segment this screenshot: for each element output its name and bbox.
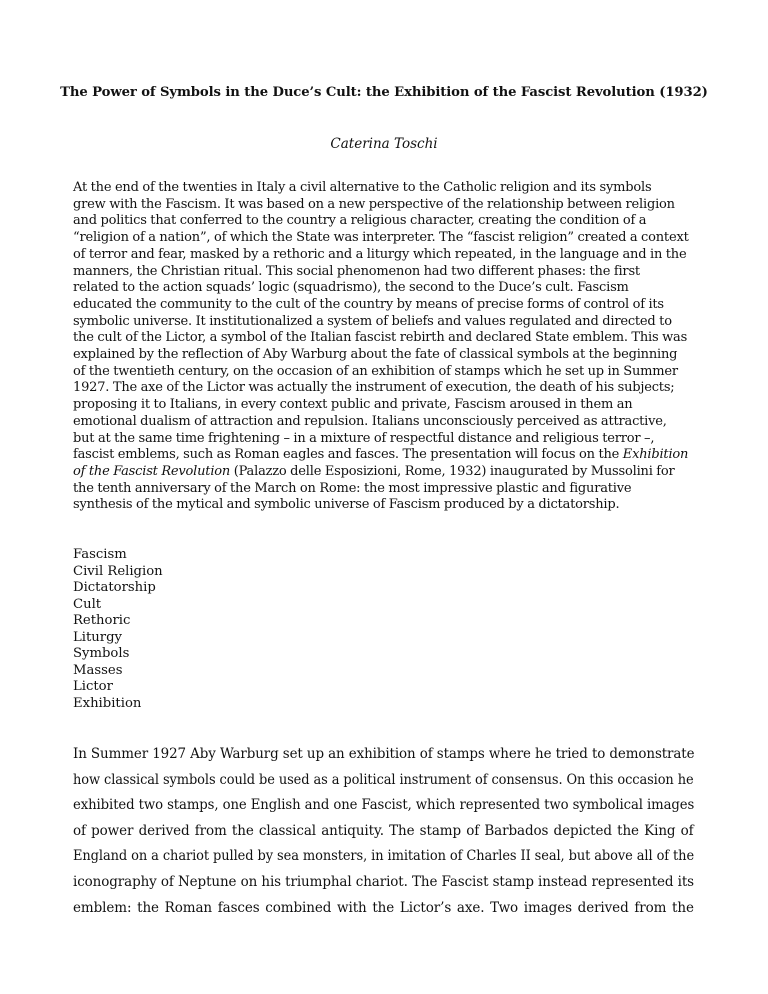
abstract-line: related to the action squads’ logic (squadrismo), the second to the Duce’s cult. Fascism bbox=[73, 280, 629, 296]
abstract-line: the tenth anniversary of the March on Rome: the most impressive plastic and figurative bbox=[73, 480, 632, 496]
keyword: Cult bbox=[73, 596, 102, 612]
abstract-line: proposing it to Italians, in every context public and private, Fascism aroused in them an bbox=[73, 397, 633, 413]
body-line-text: In Summer 1927 Aby Warburg set up an exhibition of stamps where he tried to demonstrate bbox=[73, 746, 695, 762]
body-line-text: exhibited two stamps, one English and one Fascist, which represented two symbolical images bbox=[73, 797, 695, 814]
body-text bbox=[73, 742, 694, 921]
abstract-line: educated the community to the cult of the country by means of precise forms of control of its bbox=[73, 296, 664, 312]
abstract-text: fascist emblems, such as Roman eagles and fasces. The presentation will focus on the bbox=[73, 447, 623, 463]
abstract-line: symbolic universe. It institutionalized a system of beliefs and values regulated and directed to bbox=[73, 313, 672, 329]
keyword: Rethoric bbox=[73, 613, 131, 628]
paper-title: The Power of Symbols in the Duce’s Cult: the Exhibition of the Fascist Revolution (1932) bbox=[60, 85, 708, 100]
body-line-text: iconography of Neptune on his triumphal chariot. The Fascist stamp instead represented its bbox=[73, 873, 694, 890]
body-line bbox=[73, 793, 694, 819]
body-line-text: emblem: the Roman fasces combined with the Lictor’s axe. Two images derived from the bbox=[73, 899, 694, 916]
body-line bbox=[73, 768, 694, 794]
abstract-line: but at the same time frightening – in a mixture of respectful distance and religious terror –, bbox=[73, 430, 655, 446]
abstract-line bbox=[73, 464, 713, 481]
abstract-line: grew with the Fascism. It was based on a new perspective of the relationship between religion bbox=[73, 196, 675, 212]
abstract-line: explained by the reflection of Aby Warburg about the fate of classical symbols at the beginning bbox=[73, 347, 678, 363]
body-line-text: how classical symbols could be used as a political instrument of consensus. On this occasion he bbox=[73, 771, 694, 788]
abstract bbox=[73, 180, 713, 514]
abstract-line: At the end of the twenties in Italy a civil alternative to the Catholic religion and its symbols bbox=[73, 180, 652, 195]
abstract-line: the cult of the Lictor, a symbol of the Italian fascist rebirth and declared State emblem. This was bbox=[73, 330, 688, 346]
keyword: Liturgy bbox=[73, 629, 122, 645]
keyword: Dictatorship bbox=[73, 580, 156, 595]
body-line bbox=[73, 819, 694, 845]
abstract-text: (Palazzo delle Esposizioni, Rome, 1932) inaugurated by Mussolini for bbox=[230, 463, 675, 479]
body-line-text: England on a chariot pulled by sea monsters, in imitation of Charles II seal, but above all of the bbox=[73, 848, 695, 865]
author-name: Caterina Toschi bbox=[330, 136, 438, 152]
abstract-line: of terror and fear, masked by a rethoric and a liturgy which repeated, in the language and in the bbox=[73, 246, 687, 262]
keyword: Exhibition bbox=[73, 695, 142, 711]
abstract-line: manners, the Christian ritual. This social phenomenon had two different phases: the first bbox=[73, 263, 640, 279]
keyword: Symbols bbox=[73, 646, 130, 661]
body-line bbox=[73, 742, 694, 768]
body-line bbox=[73, 844, 694, 870]
body-line-text: of power derived from the classical antiquity. The stamp of Barbados depicted the King of bbox=[73, 822, 694, 839]
body-line bbox=[73, 896, 694, 922]
keyword: Civil Religion bbox=[73, 563, 163, 579]
abstract-line: emotional dualism of attraction and repulsion. Italians unconsciously perceived as attractive, bbox=[73, 413, 667, 429]
keyword-list bbox=[73, 547, 273, 712]
exhibition-title-emphasis: of the Fascist Revolution bbox=[73, 463, 231, 479]
exhibition-title-emphasis: Exhibition bbox=[622, 447, 689, 463]
keyword: Fascism bbox=[73, 547, 127, 562]
abstract-line: 1927. The axe of the Lictor was actually the instrument of execution, the death of his subjects; bbox=[73, 380, 675, 396]
keyword: Lictor bbox=[73, 679, 113, 694]
abstract-line: of the twentieth century, on the occasion of an exhibition of stamps which he set up in Summer bbox=[73, 363, 678, 379]
abstract-line: and politics that conferred to the country a religious character, creating the condition of a bbox=[73, 213, 647, 229]
keyword: Masses bbox=[73, 662, 123, 678]
body-line bbox=[73, 870, 694, 896]
abstract-line: synthesis of the mytical and symbolic universe of Fascism produced by a dictatorship. bbox=[73, 497, 620, 513]
abstract-line: “religion of a nation”, of which the State was interpreter. The “fascist religion” created a context bbox=[73, 230, 689, 246]
abstract-line bbox=[73, 447, 713, 464]
